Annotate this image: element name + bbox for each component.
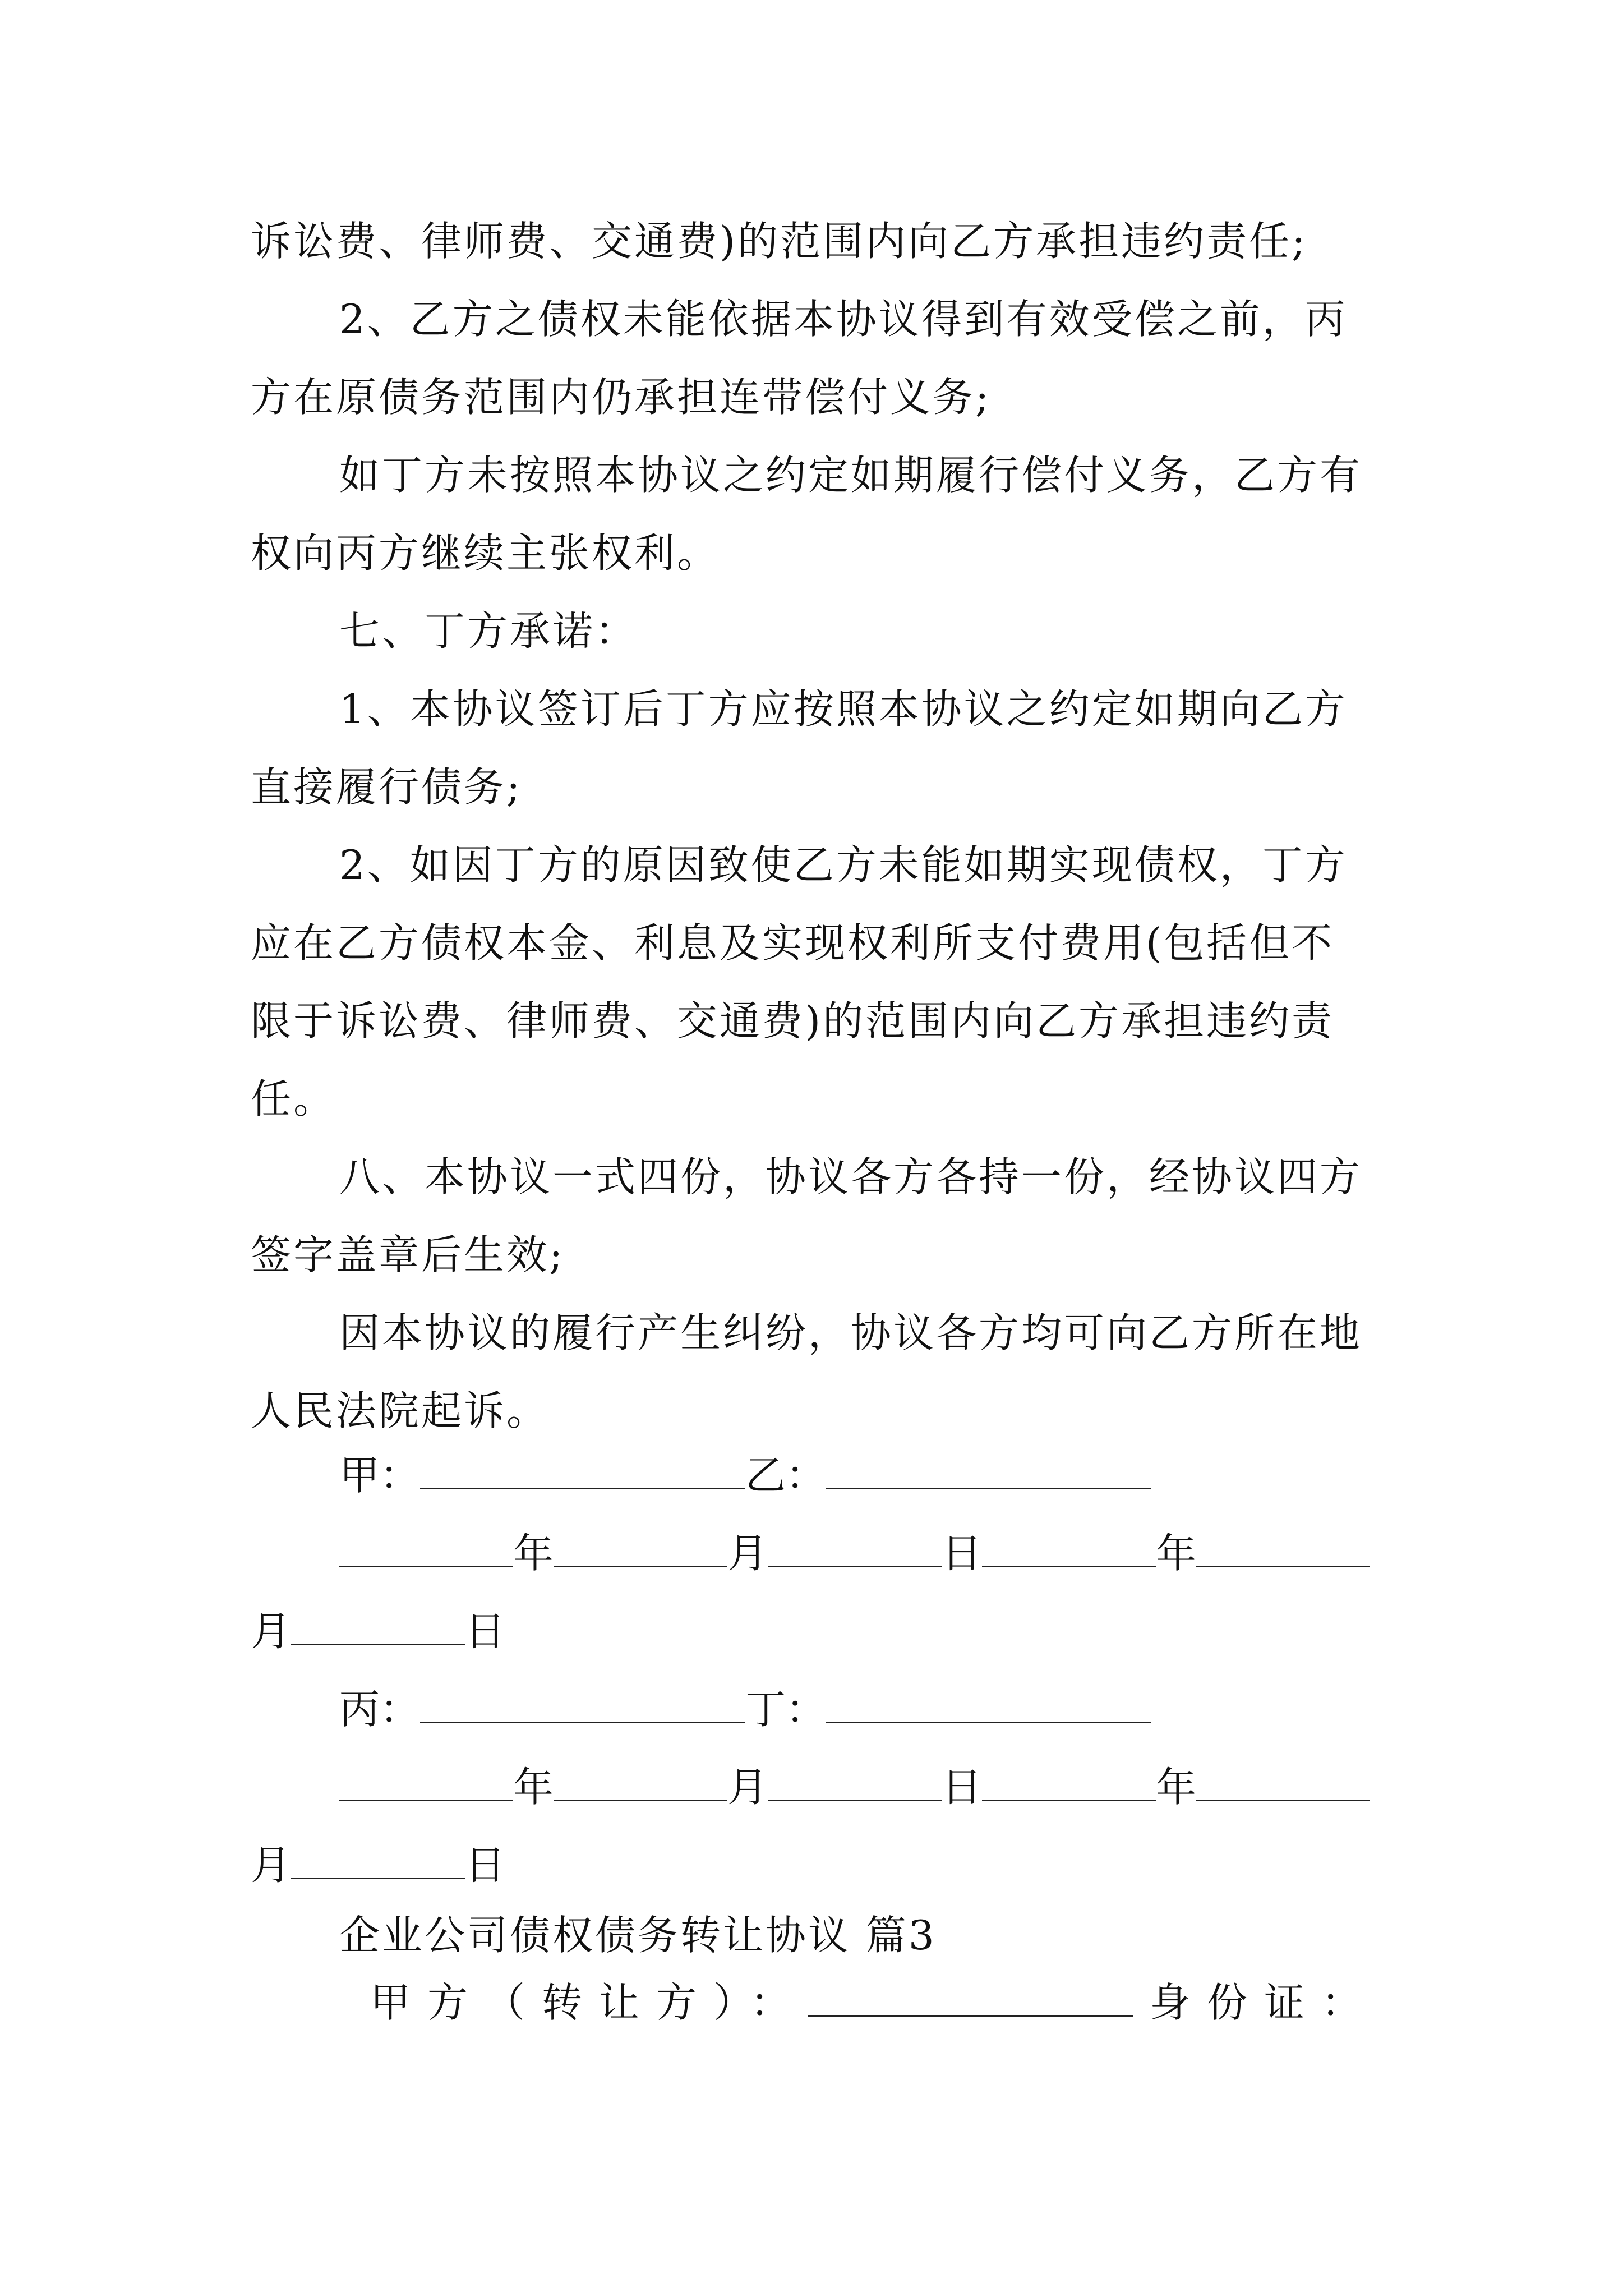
date-blank[interactable] (768, 1526, 942, 1567)
date-blank[interactable] (554, 1526, 727, 1567)
transferor-label: 甲方（转让方）： (370, 1979, 808, 2026)
year-label: 年 (513, 1764, 554, 1811)
paragraph-line: 应在乙方债权本金、利息及实现权利所支付费用(包括但不 (251, 919, 1335, 967)
month-label: 月 (727, 1764, 768, 1811)
date-blank[interactable] (339, 1760, 513, 1801)
year-label: 年 (513, 1530, 554, 1577)
date-blank[interactable] (291, 1838, 465, 1879)
date-row-ab-cont (251, 1603, 505, 1659)
date-row-cd (339, 1759, 1370, 1815)
clause-heading: 七、丁方承诺： (339, 608, 638, 655)
year-label: 年 (1156, 1530, 1197, 1577)
paragraph-line: 2、如因丁方的原因致使乙方未能如期实现债权，丁方 (339, 841, 1348, 889)
month-label: 月 (251, 1608, 292, 1655)
date-blank[interactable] (768, 1760, 942, 1801)
party-b-signature-field[interactable] (826, 1448, 1151, 1489)
paragraph-line: 方在原债务范围内仍承担连带偿付义务; (251, 374, 992, 421)
paragraph-line: 签字盖章后生效; (251, 1231, 565, 1278)
day-label: 日 (942, 1530, 983, 1577)
party-a-label: 甲： (339, 1452, 421, 1499)
party-c-signature-field[interactable] (420, 1682, 745, 1723)
signature-row-ab (339, 1447, 1151, 1503)
paragraph-line: 限于诉讼费、律师费、交通费)的范围内向乙方承担违约责 (251, 997, 1335, 1045)
date-blank[interactable] (1196, 1760, 1370, 1801)
date-blank[interactable] (982, 1760, 1156, 1801)
day-label: 日 (942, 1764, 983, 1811)
paragraph-line: 直接履行债务; (251, 763, 523, 811)
party-c-label: 丙： (339, 1686, 421, 1733)
paragraph-line: 因本协议的履行产生纠纷，协议各方均可向乙方所在地 (339, 1309, 1363, 1356)
id-card-label: 身份证： (1150, 1979, 1379, 2026)
paragraph-line: 诉讼费、律师费、交通费)的范围内向乙方承担违约责任; (251, 218, 1308, 265)
party-a-info-row (370, 1975, 1378, 2031)
paragraph-line: 任。 (251, 1075, 336, 1122)
party-d-signature-field[interactable] (826, 1682, 1151, 1723)
paragraph-line: 1、本协议签订后丁方应按照本协议之约定如期向乙方 (339, 685, 1348, 733)
day-label: 日 (465, 1842, 506, 1889)
paragraph-line: 权向丙方继续主张权利。 (251, 530, 720, 577)
date-row-ab (339, 1525, 1370, 1581)
signature-row-cd (339, 1681, 1151, 1737)
day-label: 日 (465, 1608, 506, 1655)
paragraph-line: 八、本协议一式四份，协议各方各持一份，经协议四方 (339, 1153, 1363, 1200)
date-blank[interactable] (291, 1604, 465, 1645)
party-d-label: 丁： (745, 1686, 827, 1733)
date-blank[interactable] (339, 1526, 513, 1567)
date-blank[interactable] (982, 1526, 1156, 1567)
transferor-name-field[interactable] (808, 1976, 1133, 2017)
section-title: 企业公司债权债务转让协议 篇3 (339, 1912, 937, 1959)
party-a-signature-field[interactable] (420, 1448, 745, 1489)
month-label: 月 (251, 1842, 292, 1889)
paragraph-line: 如丁方未按照本协议之约定如期履行偿付义务，乙方有 (339, 452, 1363, 499)
date-blank[interactable] (554, 1760, 727, 1801)
party-b-label: 乙： (745, 1452, 827, 1499)
month-label: 月 (727, 1530, 768, 1577)
paragraph-line: 2、乙方之债权未能依据本协议得到有效受偿之前，丙 (339, 296, 1348, 343)
date-row-cd-cont (251, 1837, 505, 1893)
year-label: 年 (1156, 1764, 1197, 1811)
paragraph-line: 人民法院起诉。 (251, 1387, 550, 1434)
date-blank[interactable] (1196, 1526, 1370, 1567)
